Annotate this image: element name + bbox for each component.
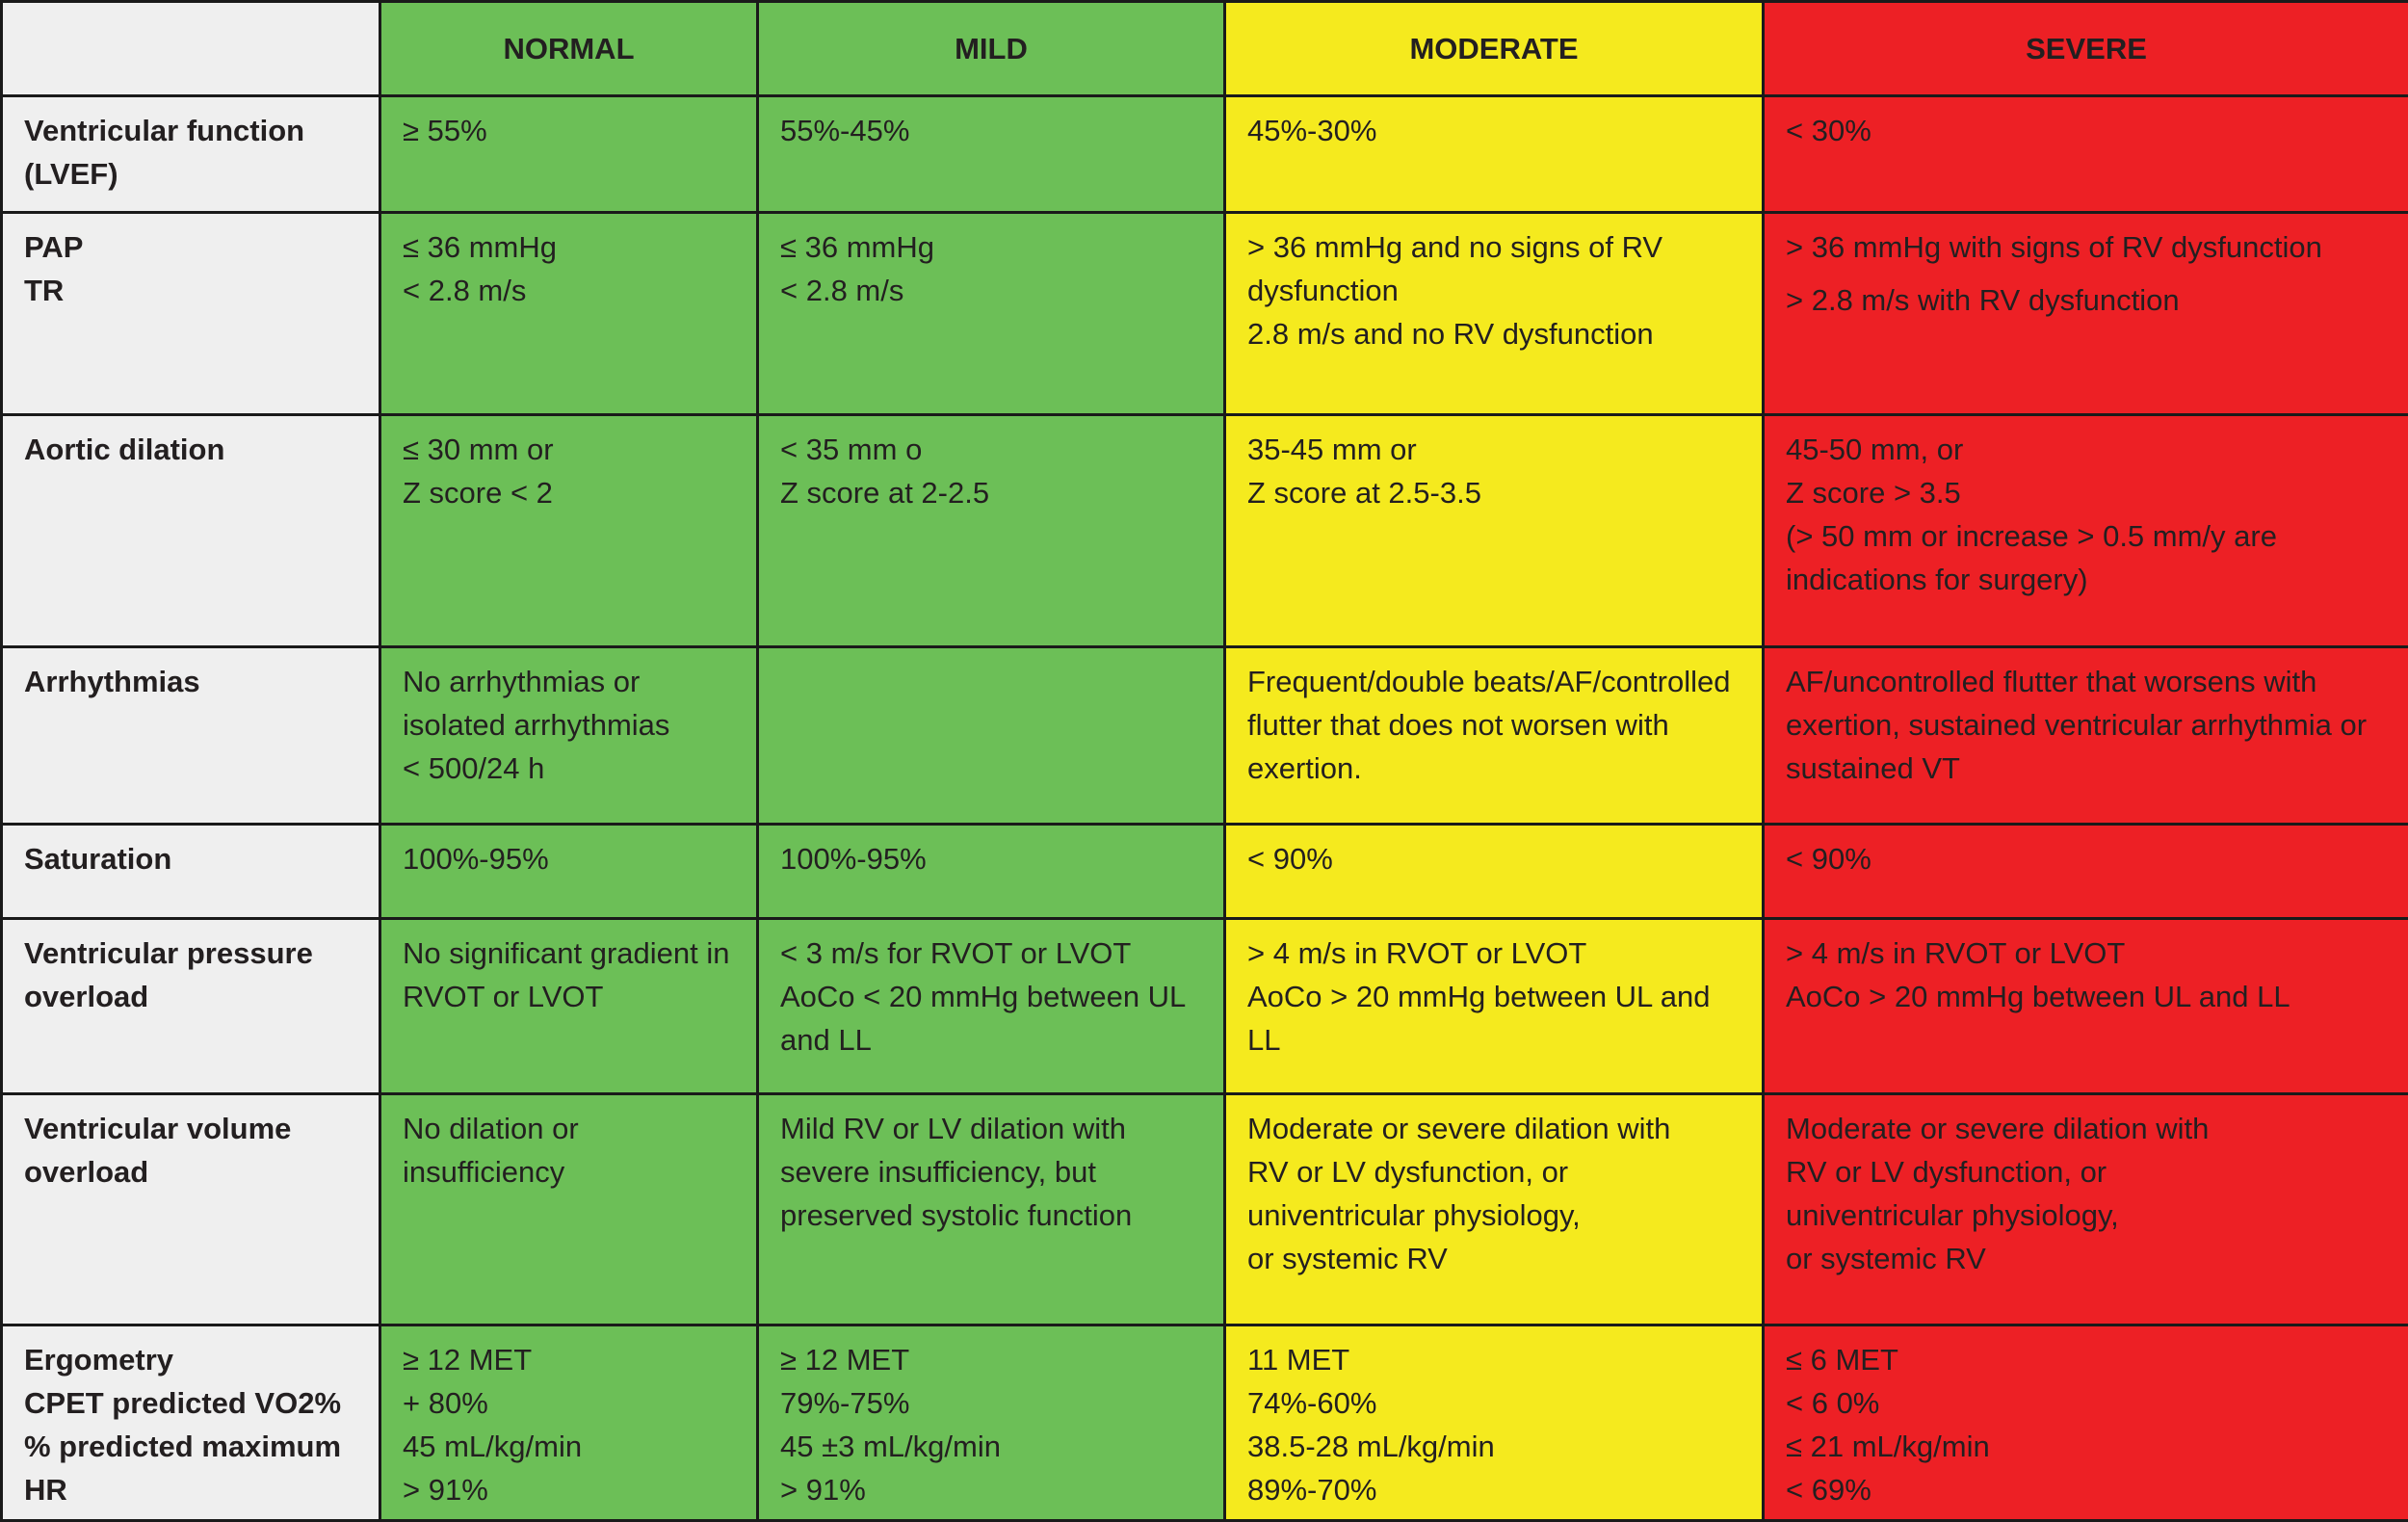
table-row [2, 96, 2408, 213]
cell-mild [758, 647, 1225, 825]
cell-line: 100%-95% [403, 837, 735, 880]
cell-line: 79%-75% [780, 1381, 1202, 1425]
cell-line: (LVEF) [24, 152, 357, 196]
cell-normal [380, 213, 758, 415]
cell-line: ≤ 36 mmHg [780, 225, 1202, 269]
cell-moderate [1225, 647, 1764, 825]
cell-severe [1764, 919, 2408, 1094]
cell-line: ≥ 12 MET [403, 1338, 735, 1381]
cell-moderate [1225, 213, 1764, 415]
row-label-cell [2, 825, 380, 919]
cell-severe [1764, 1325, 2408, 1521]
cell-line: AoCo > 20 mmHg between UL and LL [1786, 975, 2387, 1018]
cell-line: > 4 m/s in RVOT or LVOT [1247, 932, 1741, 975]
cell-line: Z score at 2-2.5 [780, 471, 1202, 514]
table-row [2, 415, 2408, 647]
cell-line: Saturation [24, 837, 357, 880]
cell-mild [758, 415, 1225, 647]
cell-line: < 90% [1247, 837, 1741, 880]
cell-mild [758, 213, 1225, 415]
cell-line: > 91% [780, 1468, 1202, 1511]
table-row [2, 213, 2408, 415]
cell-line: AoCo < 20 mmHg between UL and LL [780, 975, 1202, 1062]
cell-line: 2.8 m/s and no RV dysfunction [1247, 312, 1741, 355]
cell-line: No dilation or insufficiency [403, 1107, 735, 1194]
cell-line: 74%-60% [1247, 1381, 1741, 1425]
header-corner-cell [2, 2, 380, 96]
cell-line: Z score > 3.5 [1786, 471, 2387, 514]
row-label-cell [2, 919, 380, 1094]
table-row [2, 1094, 2408, 1325]
cell-moderate [1225, 1094, 1764, 1325]
cell-line: < 2.8 m/s [403, 269, 735, 312]
cell-line: + 80% [403, 1381, 735, 1425]
cell-line: 100%-95% [780, 837, 1202, 880]
cell-line: 45 mL/kg/min [403, 1425, 735, 1468]
cell-severe [1764, 213, 2408, 415]
cell-line: 45%-30% [1247, 109, 1741, 152]
header-severe: SEVERE [1764, 2, 2408, 96]
cell-line: No arrhythmias or [403, 660, 735, 703]
cell-line: Moderate or severe dilation with [1247, 1107, 1741, 1150]
header-moderate: MODERATE [1225, 2, 1764, 96]
cell-line: Arrhythmias [24, 660, 357, 703]
cell-line: 45-50 mm, or [1786, 428, 2387, 471]
table-row [2, 1325, 2408, 1521]
cell-line: < 500/24 h [403, 747, 735, 790]
cell-line: Mild RV or LV dilation with severe insufficiency, but preserved systolic function [780, 1107, 1202, 1237]
cell-line: Ergometry [24, 1338, 357, 1381]
cell-mild [758, 1094, 1225, 1325]
cell-line: < 2.8 m/s [780, 269, 1202, 312]
cell-line: Aortic dilation [24, 428, 357, 471]
cell-line: < 69% [1786, 1468, 2387, 1511]
cell-line: < 3 m/s for RVOT or LVOT [780, 932, 1202, 975]
row-label-cell [2, 96, 380, 213]
header-row [2, 2, 2408, 96]
cell-line: AF/uncontrolled flutter that worsens with exertion, sustained ventricular arrhythmia or sustained VT [1786, 660, 2387, 790]
row-label-cell [2, 213, 380, 415]
cell-line: PAP [24, 225, 357, 269]
header-normal: NORMAL [380, 2, 758, 96]
cell-normal [380, 415, 758, 647]
cell-line: RV or LV dysfunction, or [1786, 1150, 2387, 1194]
table-row [2, 919, 2408, 1094]
cell-line: 89%-70% [1247, 1468, 1741, 1511]
cell-line: Ventricular pressure overload [24, 932, 357, 1018]
cell-line: 35-45 mm or [1247, 428, 1741, 471]
cell-normal [380, 1325, 758, 1521]
cell-mild [758, 825, 1225, 919]
cell-line: isolated arrhythmias [403, 703, 735, 747]
cell-line: Ventricular volume overload [24, 1107, 357, 1194]
cell-normal [380, 96, 758, 213]
row-label-cell [2, 1094, 380, 1325]
cell-line: % predicted maximum HR [24, 1425, 357, 1511]
cell-line: Ventricular function [24, 109, 357, 152]
cell-line: ≤ 21 mL/kg/min [1786, 1425, 2387, 1468]
cell-line: Z score < 2 [403, 471, 735, 514]
cell-mild [758, 1325, 1225, 1521]
cell-line: < 6 0% [1786, 1381, 2387, 1425]
cell-line: 11 MET [1247, 1338, 1741, 1381]
cell-line: > 36 mmHg with signs of RV dysfunction [1786, 225, 2387, 269]
cell-moderate [1225, 919, 1764, 1094]
cell-moderate [1225, 96, 1764, 213]
cell-line: ≤ 6 MET [1786, 1338, 2387, 1381]
cell-line: 45 ±3 mL/kg/min [780, 1425, 1202, 1468]
cell-line: AoCo > 20 mmHg between UL and LL [1247, 975, 1741, 1062]
cell-mild [758, 919, 1225, 1094]
cell-severe [1764, 96, 2408, 213]
cell-line: > 91% [403, 1468, 735, 1511]
cell-normal [380, 919, 758, 1094]
cell-line: RV or LV dysfunction, or [1247, 1150, 1741, 1194]
cell-line: ≤ 36 mmHg [403, 225, 735, 269]
cell-line: No significant gradient in RVOT or LVOT [403, 932, 735, 1018]
cell-severe [1764, 825, 2408, 919]
cell-line: < 90% [1786, 837, 2387, 880]
cell-severe [1764, 415, 2408, 647]
cell-moderate [1225, 415, 1764, 647]
cell-normal [380, 647, 758, 825]
cell-line: ≥ 55% [403, 109, 735, 152]
cell-line: or systemic RV [1786, 1237, 2387, 1280]
row-label-cell [2, 647, 380, 825]
cell-moderate [1225, 1325, 1764, 1521]
cell-line: 38.5-28 mL/kg/min [1247, 1425, 1741, 1468]
cell-line: CPET predicted VO2% [24, 1381, 357, 1425]
row-label-cell [2, 1325, 380, 1521]
cell-line: Frequent/double beats/AF/controlled flutter that does not worsen with exertion. [1247, 660, 1741, 790]
cell-line: < 35 mm o [780, 428, 1202, 471]
cell-line: > 2.8 m/s with RV dysfunction [1786, 278, 2387, 322]
table-row [2, 825, 2408, 919]
cell-line: Moderate or severe dilation with [1786, 1107, 2387, 1150]
cell-line: 55%-45% [780, 109, 1202, 152]
row-label-cell [2, 415, 380, 647]
table-row [2, 647, 2408, 825]
cell-line: ≤ 30 mm or [403, 428, 735, 471]
cell-line: or systemic RV [1247, 1237, 1741, 1280]
cell-line: < 30% [1786, 109, 2387, 152]
cell-severe [1764, 1094, 2408, 1325]
cell-line: > 36 mmHg and no signs of RV dysfunction [1247, 225, 1741, 312]
cell-severe [1764, 647, 2408, 825]
cell-normal [380, 1094, 758, 1325]
cell-line: ≥ 12 MET [780, 1338, 1202, 1381]
cell-mild [758, 96, 1225, 213]
cell-line: > 4 m/s in RVOT or LVOT [1786, 932, 2387, 975]
cell-line: Z score at 2.5-3.5 [1247, 471, 1741, 514]
cell-normal [380, 825, 758, 919]
cell-line: TR [24, 269, 357, 312]
cell-line: univentricular physiology, [1786, 1194, 2387, 1237]
cell-moderate [1225, 825, 1764, 919]
cell-line: (> 50 mm or increase > 0.5 mm/y are indications for surgery) [1786, 514, 2387, 601]
cell-line: univentricular physiology, [1247, 1194, 1741, 1237]
header-mild: MILD [758, 2, 1225, 96]
